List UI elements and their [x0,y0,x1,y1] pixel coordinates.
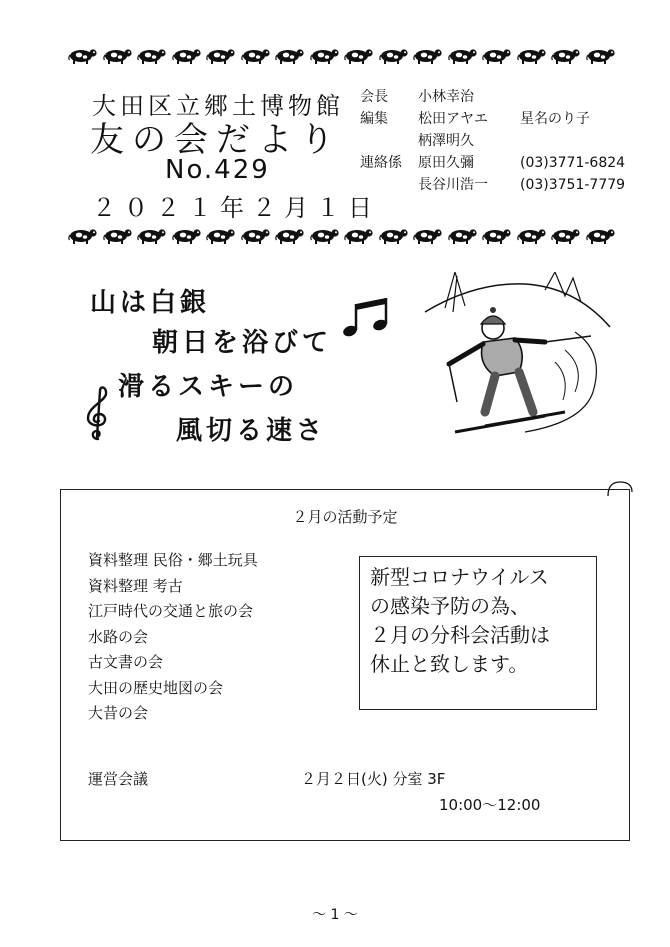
cow-icon [103,47,133,65]
cow-icon [448,47,478,65]
group-item: 資料整理 考古 [88,576,183,595]
staff-name: 松田アヤエ [418,111,488,127]
cow-icon [586,227,616,245]
cow-icon [551,227,581,245]
meeting-time: 10:00～12:00 [439,796,541,814]
cow-icon [68,227,98,245]
cow-icon [137,227,167,245]
notice-line: 休止と致します。 [370,652,529,676]
cow-icon [206,47,236,65]
notice-line: ２月の分科会活動は [370,623,550,647]
staff-row [360,130,625,152]
cow-icon [310,227,340,245]
staff-name: 柄澤明久 [418,133,474,149]
cow-icon [241,47,271,65]
staff-role [360,130,418,152]
group-item: 大昔の会 [88,704,149,722]
poem-line: 風切る速さ [176,416,327,446]
cow-icon [482,227,512,245]
staff-role: 会長 [360,89,388,105]
staff-row [360,174,625,196]
cow-icon [413,227,443,245]
activity-schedule-box [60,489,630,841]
cow-icon [275,47,305,65]
cow-icon [379,47,409,65]
staff-extra: 星名のり子 [520,111,590,127]
cow-icon [241,227,271,245]
treble-clef-icon [82,385,112,441]
cow-icon [413,47,443,65]
staff-name: 長谷川浩一 [418,177,488,193]
cow-icon [517,47,547,65]
staff-extra: (03)3771-6824 [520,155,626,171]
cow-border-top [68,46,616,66]
staff-row [360,152,625,174]
cow-icon [275,227,305,245]
skier-illustration [415,272,615,442]
poem-line: 滑るスキーの [118,372,299,402]
cow-icon [103,227,133,245]
cow-icon [137,47,167,65]
group-item: 資料整理 民俗・郷土玩具 [88,551,258,569]
cow-icon [310,47,340,65]
music-note-icon [340,296,392,340]
notice-line: の感染予防の為、 [370,594,530,618]
cow-icon [517,227,547,245]
cow-icon [551,47,581,65]
activity-title: ２月の活動予定 [292,508,398,526]
issue-number: No.429 [165,155,270,185]
staff-extra: (03)3751-7779 [520,177,626,193]
cow-icon [379,227,409,245]
staff-role: 連絡係 [360,155,402,171]
group-item: 古文書の会 [88,653,164,671]
cow-icon [344,227,374,245]
cow-icon [172,227,202,245]
staff-name: 原田久彌 [418,155,474,171]
cow-icon [448,227,478,245]
cow-icon [172,47,202,65]
poem-line: 山は白銀 [90,288,211,318]
cow-icon [206,227,236,245]
cow-border-bottom [68,226,616,246]
staff-role [360,174,418,196]
issue-date: ２０２１年２月１日 [92,194,380,222]
staff-row [360,108,625,130]
covid-notice [359,556,597,710]
notice-line: 新型コロナウイルス [370,565,549,589]
group-item: 江戸時代の交通と旅の会 [88,602,254,620]
staff-role: 編集 [360,111,388,127]
cow-icon [68,47,98,65]
group-item: 大田の歴史地図の会 [88,678,224,697]
staff-row [360,86,625,108]
staff-name: 小林幸治 [418,89,474,105]
cow-icon [586,47,616,65]
meeting-label: 運営会議 [88,770,149,788]
org-name: 大田区立郷土博物館 [92,92,344,120]
staff-list [360,86,625,196]
group-item: 水路の会 [88,627,149,646]
meeting-date-place: ２月２日(火) 分室 3F [301,770,446,788]
cow-icon [482,47,512,65]
group-list [88,548,258,727]
poem-line: 朝日を浴びて [152,328,333,358]
cow-icon [344,47,374,65]
newsletter-title: 友の会だより [90,120,342,160]
page-number: ～ 1 ～ [312,907,358,923]
